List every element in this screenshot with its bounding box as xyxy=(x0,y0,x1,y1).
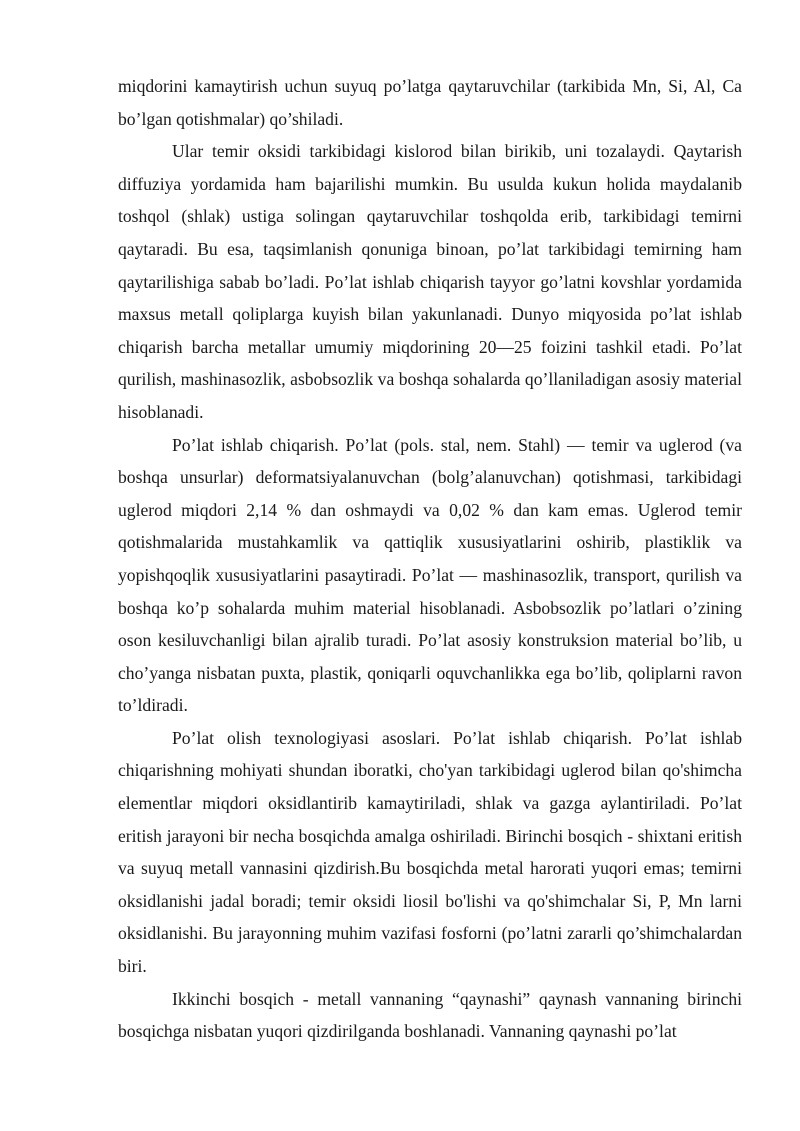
paragraph-steel-production: Po’lat ishlab chiqarish. Po’lat (pols. stal, nem. Stahl) — temir va uglerod (va boshqa unsurlar) deformatsiyalanuvchan (bolg’alanuvchan) qotishmasi, tarkibidagi uglerod miqdori 2,14 % dan oshmaydi va 0,02 % dan kam emas. Uglerod temir qotishmalarida mustahkamlik va qattiqlik xususiyatlarini oshirib, plastiklik va yopishqoqlik xususiyatlarini pasaytiradi. Po’lat — mashinasozlik, transport, qurilish va boshqa ko’p sohalarda muhim material hisoblanadi. Asbobsozlik po’latlari o’zining oson kesiluvchanligi bilan ajralib turadi. Po’lat asosiy konstruksion material bo’lib, u cho’yanga nisbatan puxta, plastik, qoniqarli oquvchanlikka ega bo’lib, qoliplarni ravon to’ldiradi. xyxy=(118,434,742,716)
paragraph-continuation: miqdorini kamaytirish uchun suyuq po’latga qaytaruvchilar (tarkibida Mn, Si, Al, Ca bo’lgan qotishmalar) qo’shiladi. xyxy=(118,76,742,129)
paragraph-second-stage: Ikkinchi bosqich - metall vannaning “qaynashi” qaynash vannaning birinchi bosqichga nisbatan yuqori qizdirilganda boshlanadi. Vannaning qaynashi po’lat xyxy=(118,988,742,1042)
paragraph-technology-basics: Po’lat olish texnologiyasi asoslari. Po’lat ishlab chiqarish. Po’lat ishlab chiqarishning mohiyati shundan iboratki, cho'yan tarkibidagi uglerod bilan qo'shimcha elementlar miqdori oksidlantirib kamaytiriladi, shlak va gazga aylantiriladi. Po’lat eritish jarayoni bir necha bosqichda amalga oshiriladi. Birinchi bosqich - shixtani eritish va suyuq metall vannasini qizdirish.Bu bosqichda metal harorati yuqori emas; temirni oksidlanishi jadal boradi; temir oksidi liosil bo'lishi va qo'shimchalar Si, P, Mn larni oksidlanishi. Bu jarayonning muhim vazifasi fosforni (po’latni zararli qo’shimchalardan biri. xyxy=(118,727,742,977)
paragraph-reduction: Ular temir oksidi tarkibidagi kislorod bilan birikib, uni tozalaydi. Qaytarish diffuziya yordamida ham bajarilishi mumkin. Bu usulda kukun holida maydalanib toshqol (shlak) ustiga solingan qaytaruvchilar toshqolda erib, tarkibidagi temirni qaytaradi. Bu esa, taqsimlanish qonuniga binoan, po’lat tarkibidagi temirning ham qaytarilishiga sabab bo’ladi. Po’lat ishlab chiqarish tayyor go’latni kovshlar yordamida maxsus metall qoliplarga kuyish bilan yakunlanadi. Dunyo miqyosida po’lat ishlab chiqarish barcha metallar umumiy miqdorining 20—25 foizini tashkil etadi. Po’lat qurilish, mashinasozlik, asbobsozlik va boshqa sohalarda qo’llaniladigan asosiy material hisoblanadi. xyxy=(118,141,742,422)
document-page xyxy=(118,70,742,1048)
